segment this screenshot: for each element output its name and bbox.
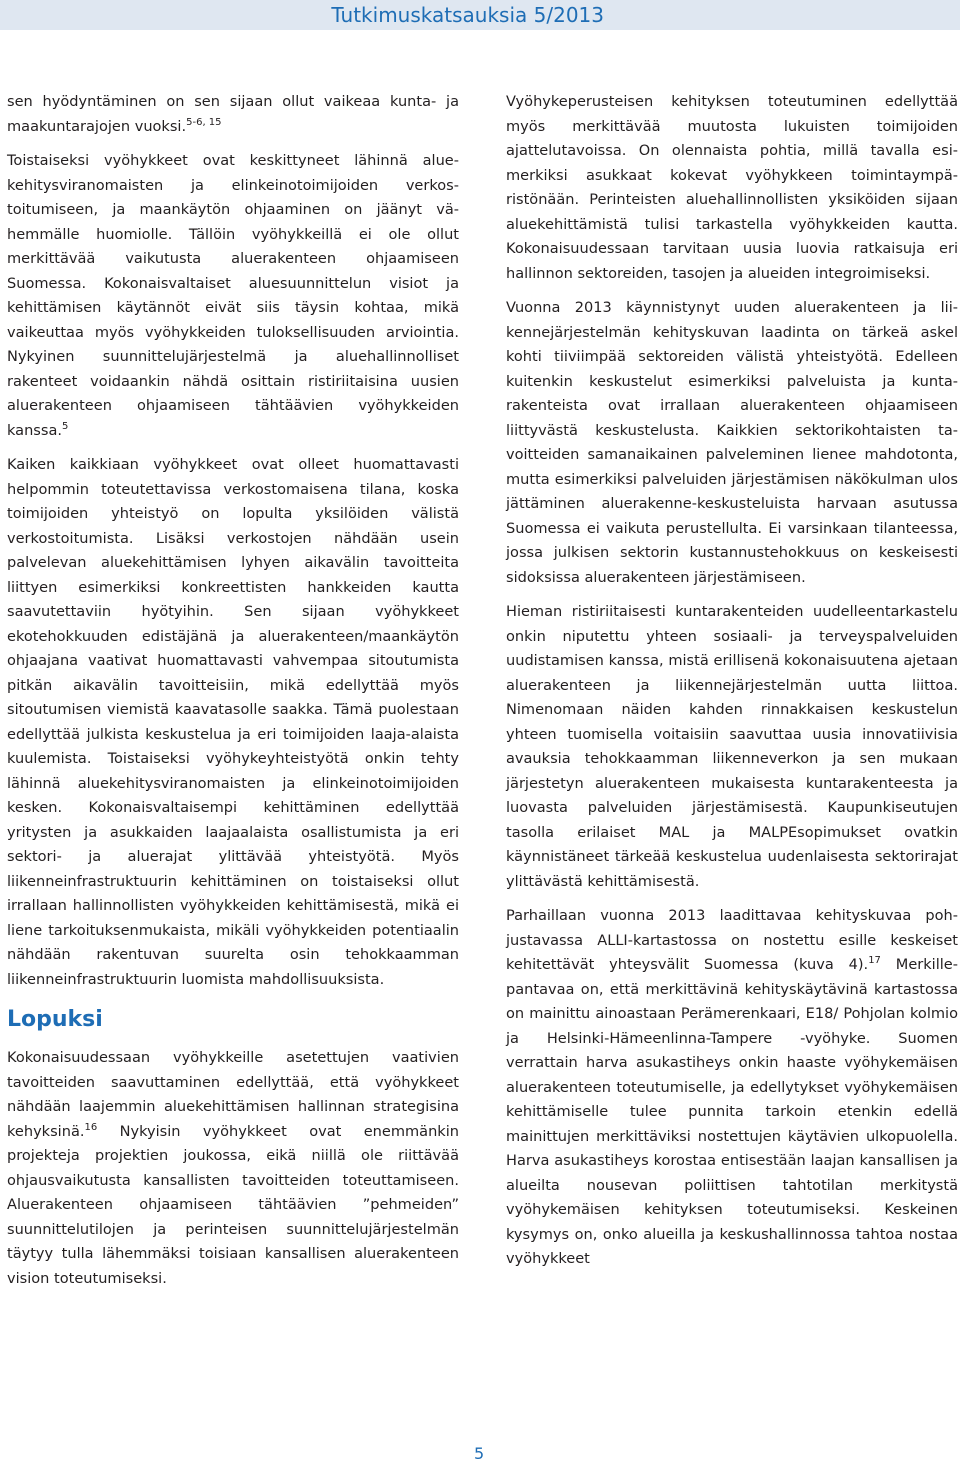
section-heading: Lopuksi bbox=[7, 1007, 103, 1032]
paragraph: Vuonna 2013 käynnistynyt uuden aluerakenteen ja liikennejärjestelmän kehityskuvan laadinta on tärkeä askel kohti tiiviimpää sektoreiden välistä yhteistyötä. Edelleen kuitenkin keskustelut esimerkiksi palveluista ja kuntarakenteista ovat irrallaan aluerakenteen ohjaamiseen liittyvästä keskustelusta. Kaikkien sektorikohtaisten tavoitteiden samanaikainen palveleminen lienee mahdotonta, mutta esimerkiksi palveluiden järjestämisen näkökulman ulos jättäminen aluerakenne-keskusteluista harvaan asutussa Suomessa ei vaikuta perustellulta. Ei varsinkaan tilanteessa, jossa julkisen sektorin kustannustehokkuus on keskeisesti sidoksissa aluerakenteen järjestämiseen. bbox=[506, 299, 958, 586]
paragraph: Vyöhykeperusteisen kehityksen toteutuminen edellyttää myös merkittävää muutosta lukuisten toimijoiden ajattelutavoissa. On olennaista pohtia, millä tavalla esimerkiksi asukkaat kokevat vyöhykkeen toimintaympäristönään. Perinteisten aluehallinnollisten yksiköiden sijaan aluekehittämistä tulisi tarkastella vyöhykkeiden kautta. Kokonaisuudessaan tarvitaan uusia luovia ratkaisuja eri hallinnon sektoreiden, tasojen ja alueiden integroimiseksi. bbox=[506, 93, 958, 282]
paragraph-text: Nykyisin vyöhykkeet ovat enemmänkin projekteja projektien joukossa, eikä niillä ole riittävää ohjausvaikutusta kansallisten tavoitteiden toteuttamiseen. Aluerakenteen ohjaamiseen tähtäävien ”pehmeiden” suunnittelutilojen ja perinteisen suunnittelujärjestelmän täytyy tulla lähemmäksi toisiaan kansallisen aluerakenteen vision toteutumiseksi. bbox=[7, 1122, 459, 1287]
reference-marker: 5 bbox=[62, 420, 69, 432]
page-number: 5 bbox=[474, 1444, 485, 1463]
reference-marker: 5-6, 15 bbox=[186, 116, 222, 128]
reference-marker: 17 bbox=[868, 955, 881, 966]
reference-marker: 16 bbox=[84, 1121, 98, 1133]
paragraph-text: Toistaiseksi vyöhykkeet ovat keskittyneet lähinnä aluekehitysviranomaisten ja elinkeinotoimijoiden verkostoitumiseen, ja maankäytön ohjaaminen on jäänyt vähemmälle huomiolle. Tällöin vyöhykkeillä ei ole ollut merkittävää vaikutusta aluerakenteen ohjaamiseen Suomessa. Kokonaisvaltaiset aluesuunnittelun visiot ja kehittämisen käytännöt eivät siis täysin kohtaa, mikä vaikeuttaa myös vyöhykkeiden tuloksellisuuden arviointia. Nykyinen suunnittelujärjestelmä ja aluehallinnolliset rakenteet voidaankin nähdä osittain ristiriitaisina uusien aluerakenteen ohjaamiseen tähtäävien vyöhykkeiden kanssa. bbox=[7, 152, 459, 439]
paragraph: Kaiken kaikkiaan vyöhykkeet ovat olleet huomattavasti helpommin toteutettavissa verkostomaisena tilana, koska toimijoiden yhteistyö on lopulta yksilöiden välistä verkostoitumista. Lisäksi verkostojen nähdään usein palvelevan aluekehittämisen lyhyen aikavälin tavoitteita liittyen esimerkiksi konkreettisten hankkeiden kautta saavutettaviin hyötyihin. Sen sijaan vyöhykkeet ekotehokkuuden edistäjänä ja aluerakenteen/maankäytön ohjaajana vaativat huomattavasti vahvempaa sitoutumista pitkän aikavälin tavoitteisiin, mikä edellyttää myös sitoutumisen viemistä kaavatasolle saakka. Tämä puolestaan edellyttää julkista keskustelua ja eri toimijoiden laaja-alaista kuulemista. Toistaiseksi vyöhykeyhteistyötä onkin tehty lähinnä aluekehitysviranomaisten ja elinkeinotoimijoiden kesken. Kokonaisvaltaisempi kehittäminen edellyttää yritysten ja asukkaiden laajaalaista osallistumista ja eri sektori- ja aluerajat ylittävää yhteistyötä. Myös liikenneinfrastruktuurin kehittäminen on toistaiseksi ollut irrallaan hallinnollisten vyöhykkeiden kehittämisestä, mikä ei liene tarkoituksenmukaista, mikäli vyöhykkeiden potentiaalin nähdään rakentuvan suurelta osin tehokkaamman liikenneinfrastruktuurin luomista mahdollisuuksista. bbox=[7, 456, 459, 988]
header-bar bbox=[0, 0, 960, 30]
paragraph-text: Parhaillaan vuonna 2013 laadittavaa kehityskuvaa pohjustavassa ALLI-kartastossa on nostettu esille keskeiset kehitettävät yhteysvälit Suomessa (kuva 4). bbox=[506, 907, 958, 973]
paragraph bbox=[7, 149, 459, 443]
left-column bbox=[7, 90, 459, 1301]
paragraph-text: Kokonaisuudessaan vyöhykkeille asetettujen vaativien tavoitteiden saavuttaminen edellyttää, että vyöhykkeet nähdään laajemmin aluekehittämisen hallinnan strategisina kehyksinä. bbox=[7, 1049, 459, 1140]
paragraph-text: sen hyödyntäminen on sen sijaan ollut vaikeaa kunta- ja maakuntarajojen vuoksi. bbox=[7, 93, 459, 135]
paragraph-text: Merkillepantavaa on, että merkittävinä kehityskäytävinä kartastossa on mainittu ainoastaan Perämerenkaari, E18/ Pohjolan kolmio ja Helsinki-Hämeenlinna-Tampere -vyöhyke. Suomen verrattain harva asukastiheys onkin haaste vyöhykemäisen aluerakenteen toteutumiselle, ja edellytykset vyöhykemäisen kehittämiselle tulee punnita tarkoin etenkin edellä mainittujen merkittäviksi nostettujen käytävien ulkopuolella. Harva asukastiheys korostaa entisestään laajan kansallisen ja alueilta nousevan poliittisen tahtotilan merkitystä vyöhykemäisen kehityksen toteutumiseksi. Keskeinen kysymys on, onko alueilla ja keskushallinnossa tahtoa nostaa vyöhykkeet bbox=[506, 956, 958, 1267]
paragraph bbox=[7, 1046, 459, 1291]
paragraph: Hieman ristiriitaisesti kuntarakenteiden uudelleentarkastelu onkin niputettu yhteen sosiaali- ja terveyspalveluiden uudistamisen kanssa, mistä erillisenä kokonaisuutena ajetaan aluerakenteen ja liikennejärjestelmän uutta liittoa. Nimenomaan näiden kahden rinnakkaisen keskustelun yhteen tuomisella voitaisiin saavuttaa uusia innovatiivisia avauksia tehokkaamman liikenneverkon ja sen mukaan järjestetyn aluerakenteen mukaisesta kuntarakenteesta ja luovasta palveluiden järjestämisestä. Kaupunkiseutujen tasolla erilaiset MAL ja MALPEsopimukset ovatkin käynnistäneet tärkeää keskustelua uudenlaisesta sektorirajat ylittävästä kehittämisestä. bbox=[506, 603, 958, 890]
publication-title: Tutkimuskatsauksia 5/2013 bbox=[331, 3, 604, 27]
paragraph bbox=[506, 904, 958, 1272]
paragraph bbox=[7, 90, 459, 139]
right-column bbox=[506, 90, 958, 1282]
